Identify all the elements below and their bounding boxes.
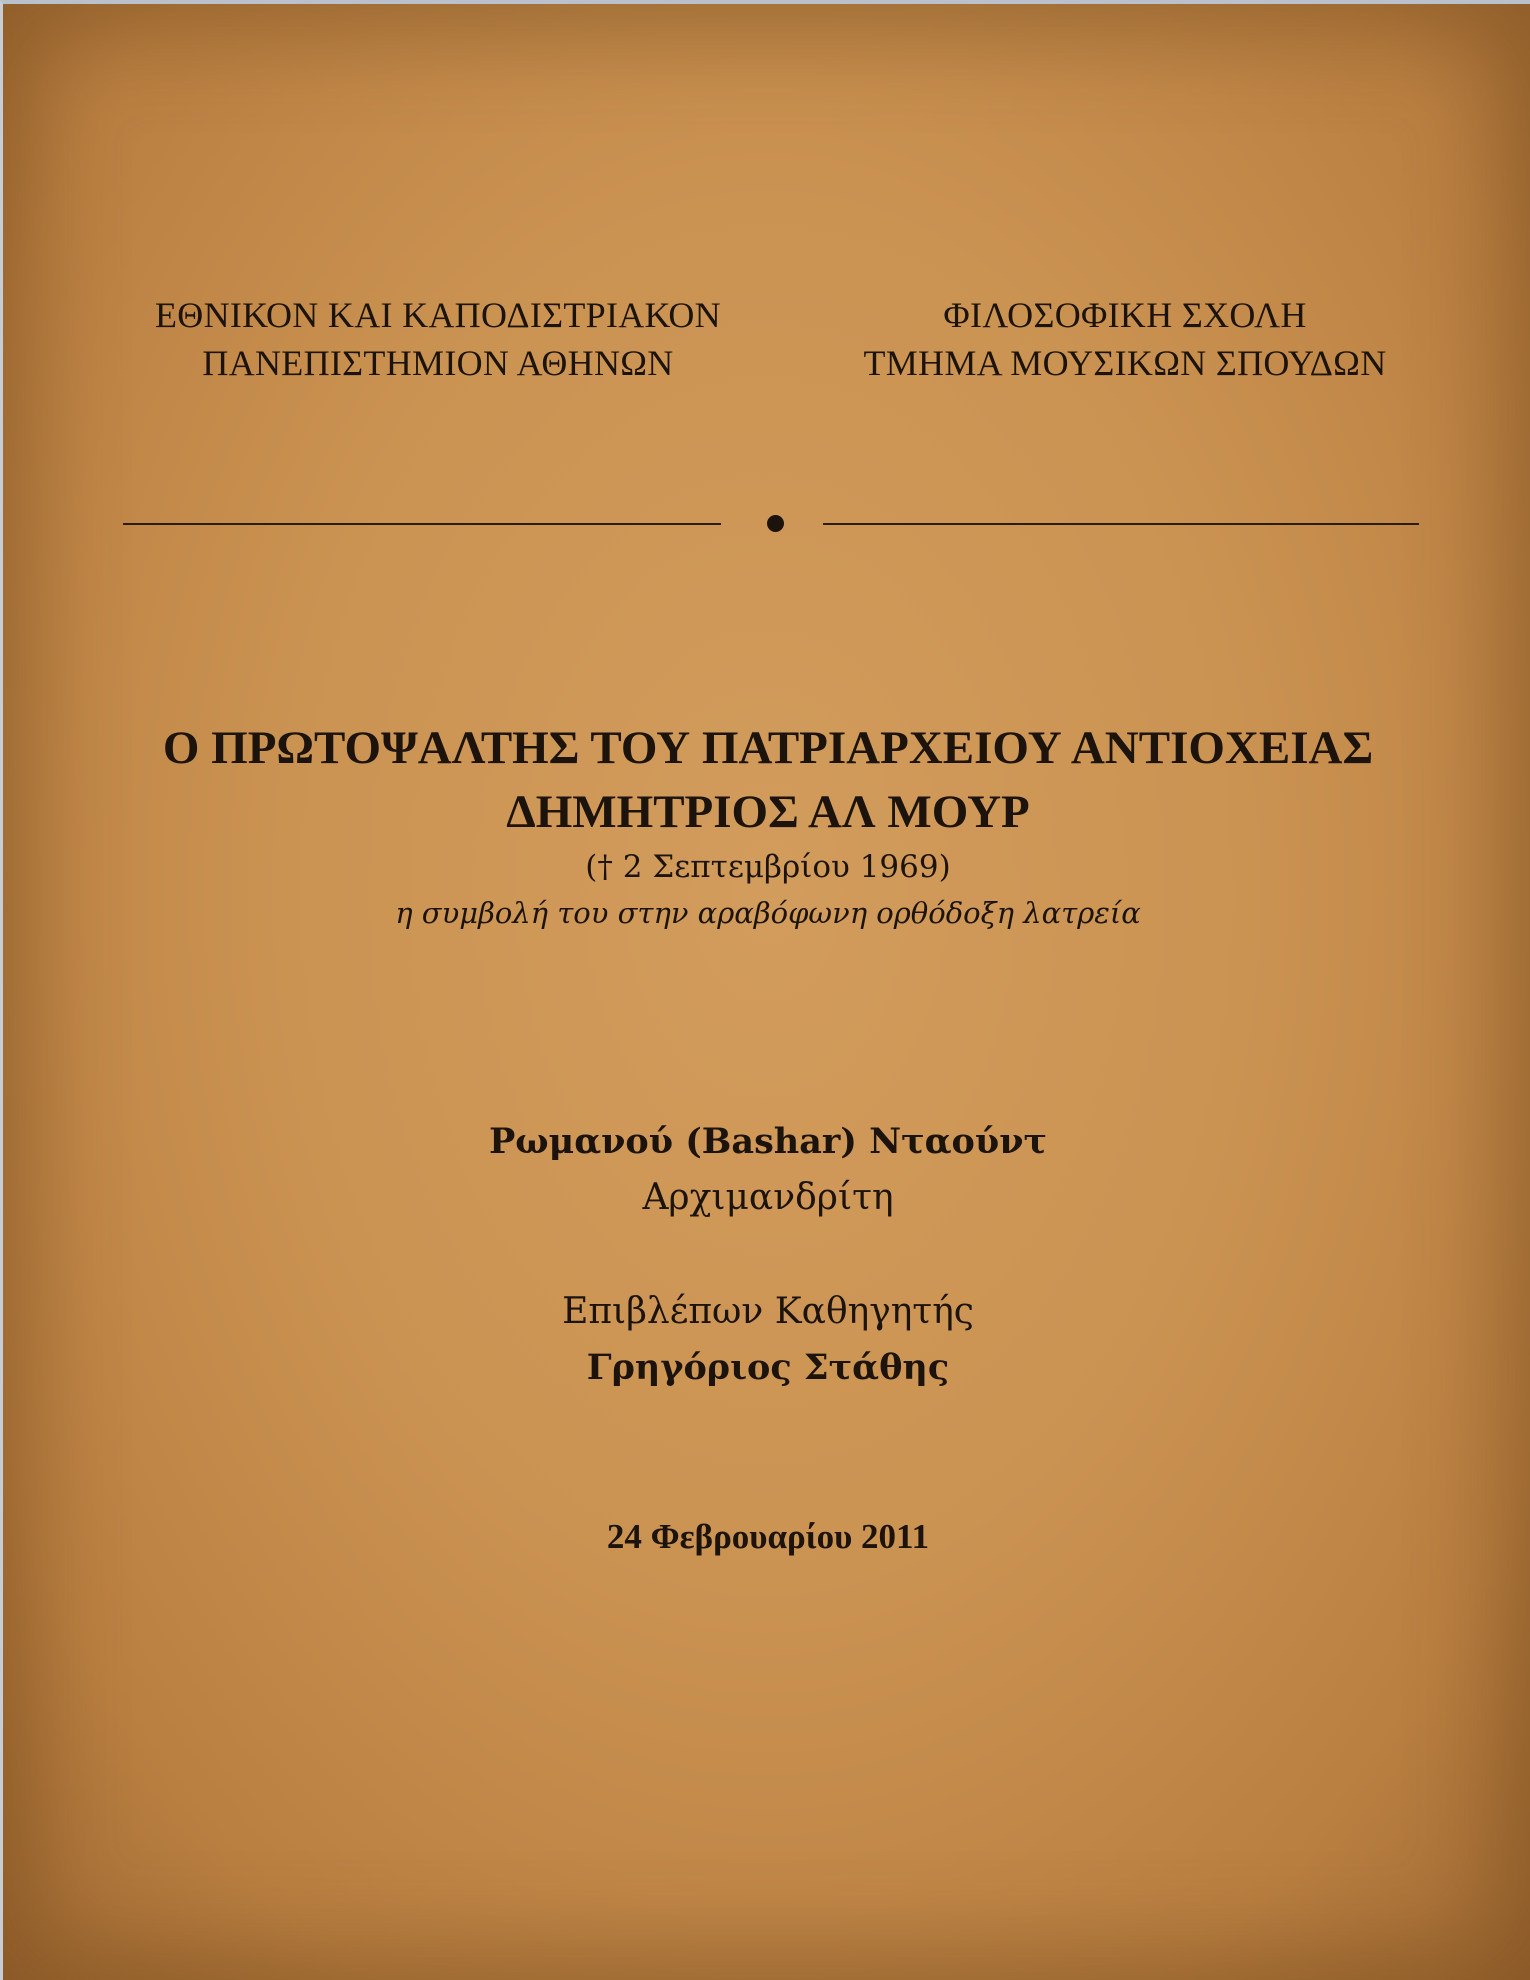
divider-line-left <box>123 523 721 525</box>
department-heading-line-2: ΤΜΗΜΑ ΜΟΥΣΙΚΩΝ ΣΠΟΥΔΩΝ <box>863 343 1387 383</box>
thesis-subtitle: η συμβολή του στην αραβόφωνη ορθόδοξη λατρεία <box>395 896 1141 930</box>
author-title: Αρχιμανδρίτη <box>642 1177 894 1218</box>
university-heading <box>113 291 763 387</box>
divider-line-right <box>823 523 1419 525</box>
university-heading-line-2: ΠΑΝΕΠΙΣΤΗΜΙΟΝ ΑΘΗΝΩΝ <box>202 343 674 383</box>
death-date: († 2 Σεπτεμβρίου 1969) <box>585 849 951 885</box>
divider-dot <box>767 515 784 532</box>
department-heading <box>815 291 1435 387</box>
author-name: Ρωμανού (Bashar) Νταούντ <box>488 1121 1048 1162</box>
thesis-title-line-2: ΔΗΜΗΤΡΙΟΣ ΑΛ ΜΟΥΡ <box>506 786 1030 838</box>
thesis-title-block <box>3 716 1530 936</box>
submission-date-block <box>3 1512 1530 1562</box>
supervisor-block <box>3 1284 1530 1396</box>
author-block <box>3 1114 1530 1226</box>
supervisor-name: Γρηγόριος Στάθης <box>586 1347 950 1388</box>
university-heading-line-1: ΕΘΝΙΚΟΝ ΚΑΙ ΚΑΠΟΔΙΣΤΡΙΑΚΟΝ <box>155 295 721 335</box>
submission-date: 24 Φεβρουαρίου 2011 <box>606 1517 930 1556</box>
supervisor-label: Επιβλέπων Καθηγητής <box>562 1291 974 1332</box>
department-heading-line-1: ΦΙΛΟΣΟΦΙΚΗ ΣΧΟΛΗ <box>943 295 1307 335</box>
thesis-title-line-1: Ο ΠΡΩΤΟΨΑΛΤΗΣ ΤΟΥ ΠΑΤΡΙΑΡΧΕΙΟΥ ΑΝΤΙΟΧΕΙΑΣ <box>162 722 1374 774</box>
